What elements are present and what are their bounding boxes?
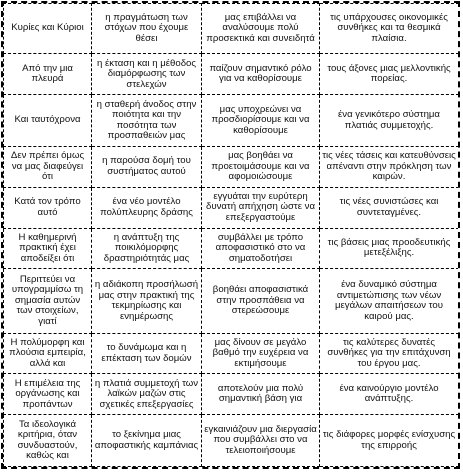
- cell-col2: ένα νέο μοντέλο πολύπλευρης δράσης: [92, 187, 202, 228]
- cell-col3: μας βοηθάει να προετοιμάσουμε και να αφομοιώσουμε: [202, 146, 320, 187]
- cell-col3: εγγυάται την ευρύτερη δυνατή απήχηση ώστε να επεξεργαστούμε: [202, 187, 320, 228]
- cell-col1: Από την μια πλευρά: [4, 54, 92, 95]
- cell-col1: Περιττεύει να υπογραμμίσω τη σημασία αυτών των στοιχείων, γιατί: [4, 269, 92, 333]
- table-row: [4, 228, 459, 269]
- table-row: [4, 187, 459, 228]
- cell-col1: Κυρίες και Κύριοι: [4, 4, 92, 54]
- cell-col2: η ανάπτυξη της ποικιλόμορφης δραστηριότητάς μας: [92, 228, 202, 269]
- cell-col4: τις νέες συνιστώσες και συντεταγμένες.: [320, 187, 459, 228]
- cell-col1: Η καθημερινή πρακτική έχει αποδείξει ότι: [4, 228, 92, 269]
- cell-col3: παίζουν σημαντικό ρόλο για να καθορίσουμε: [202, 54, 320, 95]
- cell-col3: μας δίνουν σε μεγάλο βαθμό την ευχέρεια να εκτιμήσουμε: [202, 333, 320, 374]
- cell-col3: εγκαινιάζουν μια διεργασία που συμβάλλει στο να τελειοποιήσουμε: [202, 415, 320, 467]
- cell-col4: τις υπάρχουσες οικονομικές συνθήκες και τα θεσμικά πλαίσια.: [320, 4, 459, 54]
- cell-col2: η σταθερή άνοδος στην ποιότητα και την ποσότητα των προσπαθειών μας: [92, 95, 202, 147]
- cell-col1: Η επιμέλεια της οργάνωσης και προπάντων: [4, 374, 92, 415]
- table-row: [4, 146, 459, 187]
- table-row: [4, 333, 459, 374]
- table-row: [4, 4, 459, 54]
- cell-col4: ένα δυναμικό σύστημα αντιμετώπισης των νέων μεγάλων απαιτήσεων του καιρού μας.: [320, 269, 459, 333]
- cell-col4: τις διάφορες μορφές ενίσχυσης της επιρροής: [320, 415, 459, 467]
- table-row: [4, 269, 459, 333]
- table-row: [4, 54, 459, 95]
- cell-col2: το δυνάμωμα και η επέκταση των δομών: [92, 333, 202, 374]
- phrase-grid: [3, 3, 459, 467]
- cell-col3: μας επιβάλλει να αναλύσουμε πολύ προσεκτικά και συνειδητά: [202, 4, 320, 54]
- cell-col2: η παρούσα δομή του συστήματος αυτού: [92, 146, 202, 187]
- cell-col1: Και ταυτόχρονα: [4, 95, 92, 147]
- cell-col2: η αδιάκοπη προσήλωσή μας στην πρακτική της τεκμηρίωσης και ενημέρωσης: [92, 269, 202, 333]
- cell-col1: Κατά τον τρόπο αυτό: [4, 187, 92, 228]
- cell-col4: ένα γενικότερο σύστημα πλατιάς συμμετοχής.: [320, 95, 459, 147]
- cell-col3: συμβάλλει με τρόπο αποφασιστικό στο να σηματοδοτήσει: [202, 228, 320, 269]
- phrase-grid-sheet: [1, 1, 460, 469]
- cell-col4: τις καλύτερες δυνατές συνθήκες για την επιτάχυνση του έργου μας.: [320, 333, 459, 374]
- cell-col4: τις νέες τάσεις και κατευθύνσεις απέναντι στην πρόκληση των καιρών.: [320, 146, 459, 187]
- cell-col3: αποτελούν μια πολύ σημαντική βάση για: [202, 374, 320, 415]
- table-row: [4, 374, 459, 415]
- table-row: [4, 415, 459, 467]
- cell-col1: Δεν πρέπει όμως να μας διαφεύγει ότι: [4, 146, 92, 187]
- cell-col3: βοηθάει αποφασιστικά στην προσπάθεια να στερεώσουμε: [202, 269, 320, 333]
- cell-col1: Τα ιδεολογικά κριτήρια, όταν συνδυαστούν, καθώς και: [4, 415, 92, 467]
- cell-col3: μας υποχρεώνει να προσδιορίσουμε και να καθορίσουμε: [202, 95, 320, 147]
- cell-col4: τους άξονες μιας μελλοντικής πορείας.: [320, 54, 459, 95]
- cell-col2: η πλατιά συμμετοχή των λαϊκών μαζών στις σχετικές επεξεργασίες: [92, 374, 202, 415]
- cell-col2: το ξεκίνημα μιας αποφαστικής καμπάνιας: [92, 415, 202, 467]
- cell-col2: η πραγμάτωση των στόχων που έχουμε θέσει: [92, 4, 202, 54]
- table-row: [4, 95, 459, 147]
- cell-col4: ένα καινούργιο μοντέλο ανάπτυξης.: [320, 374, 459, 415]
- cell-col4: τις βάσεις μιας προοδευτικής μετεξέλιξης.: [320, 228, 459, 269]
- cell-col1: Η πολύμορφη και πλούσια εμπειρία, αλλά και: [4, 333, 92, 374]
- cell-col2: η έκταση και η μέθοδος διαμόρφωσης των στελεχών: [92, 54, 202, 95]
